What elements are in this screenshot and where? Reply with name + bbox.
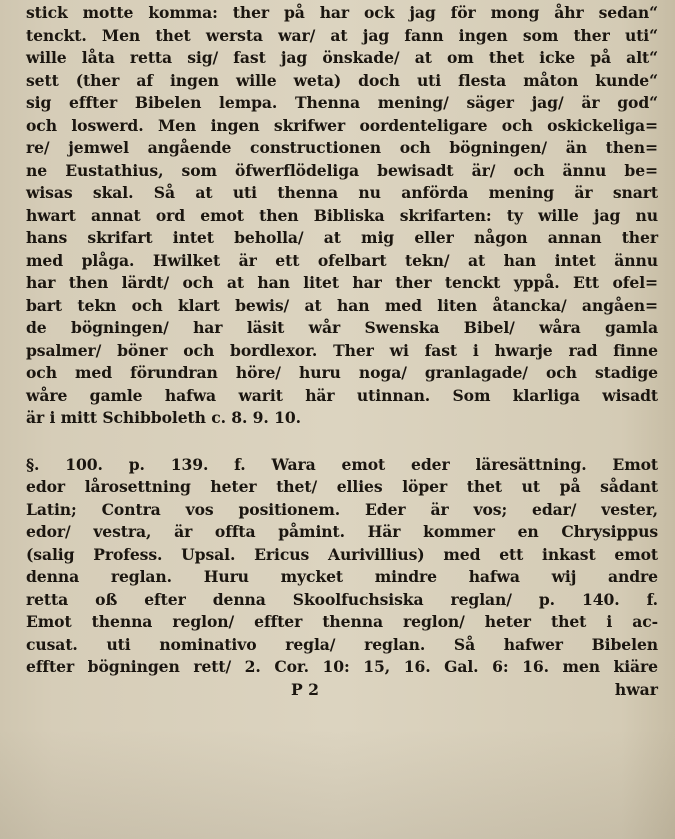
text-line: hans skrifart intet beholla/ at mig eller någon annan ther <box>26 228 658 247</box>
text-line: retta oß efter denna Skoolfuchsiska reglan/ p. 140. f. <box>26 589 658 609</box>
text-line: edor lårosettning heter thet/ ellies löper thet ut på sådant <box>26 477 658 496</box>
text-line: edor/ vestra, är offta påmint. Här kommer en Chrysippus <box>26 522 658 541</box>
text-line: bart tekn och klart bewis/ at han med liten åtancka/ angåen= <box>26 295 658 315</box>
text-line: re/ jemwel angående constructionen och bögningen/ än then= <box>26 138 658 157</box>
paragraph-1 <box>26 2 658 430</box>
text-line: och med förundran höre/ huru noga/ granlagade/ och stadige <box>26 363 658 382</box>
text-line: psalmer/ böner och bordlexor. Ther wi fast i hwarje rad finne <box>26 340 658 360</box>
text-line: Emot thenna reglon/ effter thenna reglon/ heter thet i ac- <box>26 612 658 631</box>
text-line: wåre gamle hafwa warit här utinnan. Som klarliga wisadt <box>26 385 658 405</box>
text-line: wisas skal. Så at uti thenna nu anförda mening är snart <box>26 183 658 202</box>
text-line: med plåga. Hwilket är ett ofelbart tekn/ at han intet ännu <box>26 250 658 270</box>
paragraph-gap <box>26 430 658 454</box>
text-block <box>26 2 658 701</box>
text-line: (salig Profess. Upsal. Ericus Aurivillius) med ett inkast emot <box>26 544 658 564</box>
text-line: §. 100. p. 139. f. Wara emot eder läresättning. Emot <box>26 454 658 474</box>
page-footer <box>26 679 658 702</box>
text-line: tenckt. Men thet wersta war/ at jag fann ingen som ther uti“ <box>26 25 658 45</box>
text-line: sig effter Bibelen lempa. Thenna mening/ säger jag/ är god“ <box>26 93 658 112</box>
scan-shading <box>0 729 675 839</box>
text-line: sett (ther af ingen wille weta) doch uti flesta måton kunde“ <box>26 70 658 90</box>
text-line: denna reglan. Huru mycket mindre hafwa wij andre <box>26 567 658 586</box>
paragraph-2 <box>26 454 658 679</box>
text-line: är i mitt Schibboleth c. 8. 9. 10. <box>26 408 301 427</box>
text-line: stick motte komma: ther på har ock jag för mong åhr sedan“ <box>26 3 658 22</box>
text-line: wille låta retta sig/ fast jag önskade/ at om thet icke på alt“ <box>26 48 658 67</box>
text-line: hwart annat ord emot then Bibliska skrifarten: ty wille jag nu <box>26 205 658 225</box>
text-line: de bögningen/ har läsit wår Swenska Bibel/ wåra gamla <box>26 318 658 337</box>
text-line: ne Eustathius, som öfwerflödeliga bewisadt är/ och ännu be= <box>26 160 658 180</box>
catchword: hwar <box>614 679 658 699</box>
text-line: effter bögningen rett/ 2. Cor. 10: 15, 16. Gal. 6: 16. men kiäre <box>26 657 658 676</box>
text-line: cusat. uti nominativo regla/ reglan. Så hafwer Bibelen <box>26 634 658 654</box>
text-line: och loswerd. Men ingen skrifwer oordenteligare och oskickeliga= <box>26 115 658 135</box>
text-line: har then lärdt/ och at han litet har ther tenckt yppå. Ett ofel= <box>26 273 658 292</box>
signature-mark: P 2 <box>291 679 320 699</box>
text-line: Latin; Contra vos positionem. Eder är vos; edar/ vester, <box>26 499 658 519</box>
